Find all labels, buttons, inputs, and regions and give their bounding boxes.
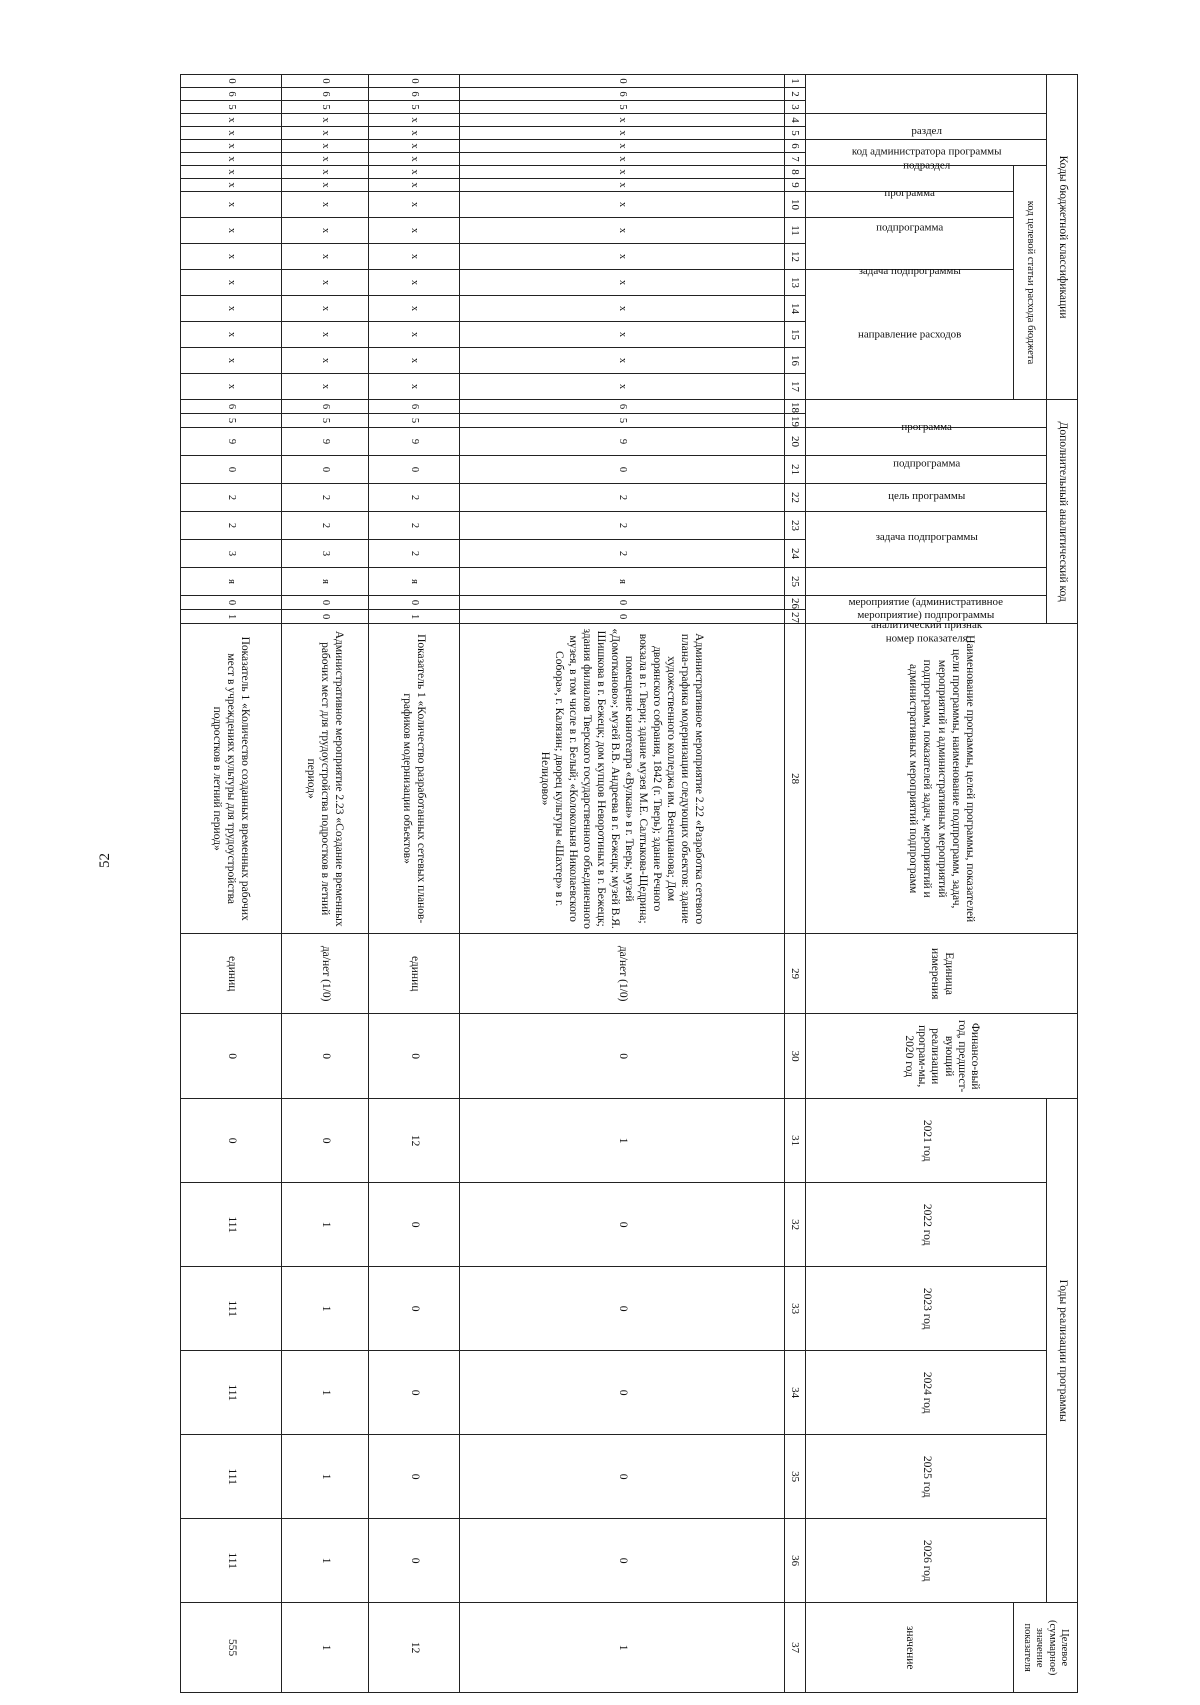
column-number-cell: 4 (785, 114, 806, 127)
column-number-cell: 21 (785, 456, 806, 484)
dop-subprogram-header: подпрограмма (806, 428, 1047, 456)
value-header: значение (806, 1603, 1014, 1693)
subsection-header: подраздел (806, 140, 1047, 166)
target-code-header: код целевой статьи расхода бюджета (1014, 166, 1047, 400)
code-cell: x (369, 166, 460, 179)
column-number-cell: 23 (785, 512, 806, 540)
column-number-cell: 32 (785, 1183, 806, 1267)
unit-cell: единиц (181, 934, 282, 1014)
program-goal-header: цель программы (806, 456, 1047, 484)
subprogram-task-header: задача подпрограммы (806, 218, 1014, 270)
year-value-cell: 0 (369, 1183, 460, 1267)
column-number-cell: 15 (785, 322, 806, 348)
rotated-table-container (178, 74, 1078, 1676)
column-number-cell: 33 (785, 1267, 806, 1351)
column-number-cell: 2 (785, 88, 806, 101)
code-cell: x (282, 179, 369, 192)
code-cell: x (460, 296, 785, 322)
code-cell: 6 (460, 88, 785, 101)
year-2022-header: 2022 год (806, 1183, 1047, 1267)
year-value-cell: 0 (369, 1519, 460, 1603)
column-number-cell: 19 (785, 414, 806, 428)
code-cell: 6 (460, 400, 785, 414)
code-cell: 5 (460, 414, 785, 428)
unit-cell: да/нет (1/0) (282, 934, 369, 1014)
column-number-cell: 16 (785, 348, 806, 374)
column-number-cell: 3 (785, 101, 806, 114)
code-cell: 2 (181, 484, 282, 512)
unit-header: Единица измерения (806, 934, 1078, 1014)
code-cell: 0 (282, 456, 369, 484)
year-2026-header: 2026 год (806, 1519, 1047, 1603)
column-number-cell: 12 (785, 244, 806, 270)
code-cell: 2 (369, 540, 460, 568)
code-cell: x (181, 218, 282, 244)
code-cell: 6 (181, 400, 282, 414)
code-cell: 9 (369, 428, 460, 456)
code-cell: x (181, 153, 282, 166)
code-cell: x (460, 218, 785, 244)
unit-cell: да/нет (1/0) (460, 934, 785, 1014)
year-value-cell: 0 (369, 1435, 460, 1519)
code-cell: 0 (282, 75, 369, 88)
year-value-cell: 1 (282, 1267, 369, 1351)
year-2024-header: 2024 год (806, 1351, 1047, 1435)
code-cell: 6 (369, 88, 460, 101)
column-number-cell: 11 (785, 218, 806, 244)
column-number-cell: 17 (785, 374, 806, 400)
column-number-cell: 36 (785, 1519, 806, 1603)
column-number-row (785, 75, 806, 1693)
code-cell: x (181, 348, 282, 374)
code-cell: x (460, 114, 785, 127)
code-cell: 5 (282, 101, 369, 114)
code-cell: x (181, 322, 282, 348)
table-row (282, 75, 369, 1693)
code-cell: 0 (282, 610, 369, 624)
year-value-cell: 1 (282, 1519, 369, 1603)
code-cell: 2 (460, 512, 785, 540)
code-cell: x (460, 127, 785, 140)
code-cell: x (282, 192, 369, 218)
code-cell: 0 (369, 456, 460, 484)
target-value-cell: 1 (282, 1603, 369, 1693)
prev-year-header: Финансо-вый год, предшест-вующий реализации програм-мы, 2020 год (806, 1014, 1078, 1099)
unit-cell: единиц (369, 934, 460, 1014)
year-2021-header: 2021 год (806, 1099, 1047, 1183)
year-value-cell: 111 (181, 1435, 282, 1519)
year-value-cell: 0 (460, 1183, 785, 1267)
table-row (369, 75, 460, 1693)
code-cell: x (282, 374, 369, 400)
code-cell: x (181, 166, 282, 179)
program-header: программа (806, 166, 1014, 192)
year-value-cell: 1 (282, 1351, 369, 1435)
code-cell: x (282, 322, 369, 348)
name-cell: Показатель 1 «Количество созданных временных рабочих мест в учреждениях культуры для трудоустройства подростков в летний период» (181, 624, 282, 934)
code-cell: я (369, 568, 460, 596)
code-cell: x (282, 348, 369, 374)
column-number-cell: 22 (785, 484, 806, 512)
code-cell: x (460, 140, 785, 153)
admin-code-header: код администратора программы (806, 75, 1047, 114)
column-number-cell: 5 (785, 127, 806, 140)
year-2023-header: 2023 год (806, 1267, 1047, 1351)
column-number-cell: 31 (785, 1099, 806, 1183)
subprogram-header: подпрограмма (806, 192, 1014, 218)
code-cell: 1 (369, 610, 460, 624)
table-row (460, 75, 785, 1693)
name-header: Наименование программы, целей программы, показателей цели программы, наименование подпрограмм, задач, мероприятий и административных мероприятий подпрограмм, показателей задач, мероприятий и административных мероприятий подпрограмм (806, 624, 1078, 934)
year-value-cell: 0 (369, 1267, 460, 1351)
year-value-cell: 0 (369, 1351, 460, 1435)
column-number-cell: 25 (785, 568, 806, 596)
column-number-cell: 10 (785, 192, 806, 218)
code-cell: 5 (181, 101, 282, 114)
code-cell: x (369, 218, 460, 244)
column-number-cell: 35 (785, 1435, 806, 1519)
year-value-cell: 111 (181, 1267, 282, 1351)
code-cell: x (460, 270, 785, 296)
year-value-cell: 0 (460, 1435, 785, 1519)
code-cell: x (369, 192, 460, 218)
code-cell: x (460, 322, 785, 348)
column-number-cell: 34 (785, 1351, 806, 1435)
column-number-cell: 27 (785, 610, 806, 624)
code-cell: 0 (460, 75, 785, 88)
code-cell: x (181, 374, 282, 400)
code-cell: x (181, 179, 282, 192)
code-cell: 0 (460, 456, 785, 484)
year-value-cell: 1 (460, 1099, 785, 1183)
prev-year-cell: 0 (460, 1014, 785, 1099)
budget-codes-header: Коды бюджетной классификации (1047, 75, 1078, 400)
column-number-cell: 7 (785, 153, 806, 166)
code-cell: 2 (369, 484, 460, 512)
code-cell: x (181, 114, 282, 127)
year-2025-header: 2025 год (806, 1435, 1047, 1519)
code-cell: 5 (369, 101, 460, 114)
column-number-cell: 29 (785, 934, 806, 1014)
code-cell: 2 (181, 512, 282, 540)
code-cell: x (369, 374, 460, 400)
year-value-cell: 111 (181, 1519, 282, 1603)
year-value-cell: 1 (282, 1435, 369, 1519)
code-cell: x (181, 244, 282, 270)
code-cell: 2 (460, 484, 785, 512)
code-cell: x (369, 127, 460, 140)
code-cell: 5 (460, 101, 785, 114)
target-value-cell: 1 (460, 1603, 785, 1693)
code-cell: 0 (460, 610, 785, 624)
code-cell: x (181, 192, 282, 218)
code-cell: 2 (282, 484, 369, 512)
prev-year-cell: 0 (282, 1014, 369, 1099)
code-cell: x (460, 348, 785, 374)
code-cell: x (369, 114, 460, 127)
table-row (181, 75, 282, 1693)
year-value-cell: 111 (181, 1183, 282, 1267)
code-cell: 3 (282, 540, 369, 568)
code-cell: 0 (181, 75, 282, 88)
year-value-cell: 111 (181, 1351, 282, 1435)
code-cell: 0 (369, 596, 460, 610)
analytic-sign-header: аналитический признак (806, 568, 1047, 596)
code-cell: x (369, 140, 460, 153)
code-cell: x (460, 192, 785, 218)
column-number-cell: 9 (785, 179, 806, 192)
code-cell: 6 (369, 400, 460, 414)
code-cell: x (460, 244, 785, 270)
code-cell: 2 (282, 512, 369, 540)
code-cell: x (369, 296, 460, 322)
column-number-cell: 30 (785, 1014, 806, 1099)
code-cell: я (460, 568, 785, 596)
name-cell: Административное мероприятие 2.22 «Разработка сетевого плана-графика модернизации следующих объектов: здание художественного колледжа им. Венецианова; Дом дворянского собрания, 1842 (г. Тверь); здание Речного вокзала в г. Твери; здание музея М.Е. Салтыкова-Щедрина; помещение кинотеатра «Вулкан» в г. Тверь; музей «Домотканово»; музей В.В. Андреева в г. Бежецк; музей В.Я. Шишкова в г. Бежецк; дом купцов Неворотиных в г. Бежецк; здания филиалов Тверского государственного объединенного музея, в том числе в г. Белый; «Колокольня Николаевского Собора», г. Калязин; дворец культуры «Шахтер» в г. Нелидово» (460, 624, 785, 934)
code-cell: x (282, 153, 369, 166)
code-cell: x (369, 153, 460, 166)
activity-header: мероприятие (административное мероприятие) подпрограммы (806, 512, 1047, 568)
dop-program-header: программа (806, 400, 1047, 428)
code-cell: 6 (282, 400, 369, 414)
code-cell: x (369, 179, 460, 192)
code-cell: x (460, 153, 785, 166)
code-cell: 1 (181, 610, 282, 624)
code-cell: x (369, 244, 460, 270)
expense-direction-header: направление расходов (806, 270, 1014, 400)
year-value-cell: 0 (460, 1267, 785, 1351)
code-cell: x (282, 140, 369, 153)
program-indicators-table (180, 74, 1078, 1693)
year-value-cell: 12 (369, 1099, 460, 1183)
code-cell: x (282, 127, 369, 140)
dop-subprogram-task-header: задача подпрограммы (806, 484, 1047, 512)
indicator-number-header: номер показателя (806, 596, 1047, 624)
code-cell: x (460, 374, 785, 400)
code-cell: x (460, 179, 785, 192)
code-cell: x (282, 296, 369, 322)
target-value-header: Целевое (суммарное) значение показателя (1014, 1603, 1078, 1693)
name-cell: Административное мероприятие 2.23 «Создание временных рабочих мест для трудоустройства подростков в летний период» (282, 624, 369, 934)
column-number-cell: 37 (785, 1603, 806, 1693)
prev-year-cell: 0 (181, 1014, 282, 1099)
year-value-cell: 1 (282, 1183, 369, 1267)
column-number-cell: 6 (785, 140, 806, 153)
column-number-cell: 28 (785, 624, 806, 934)
code-cell: 0 (460, 596, 785, 610)
code-cell: x (282, 114, 369, 127)
column-number-cell: 18 (785, 400, 806, 414)
code-cell: я (181, 568, 282, 596)
column-number-cell: 20 (785, 428, 806, 456)
code-cell: x (369, 322, 460, 348)
extra-code-header: Дополнительный аналитический код (1047, 400, 1078, 624)
column-number-cell: 8 (785, 166, 806, 179)
code-cell: я (282, 568, 369, 596)
prev-year-cell: 0 (369, 1014, 460, 1099)
year-value-cell: 0 (181, 1099, 282, 1183)
target-value-cell: 12 (369, 1603, 460, 1693)
column-number-cell: 1 (785, 75, 806, 88)
code-cell: 5 (181, 414, 282, 428)
section-header: раздел (806, 114, 1047, 140)
code-cell: 9 (282, 428, 369, 456)
code-cell: 3 (181, 540, 282, 568)
code-cell: x (181, 296, 282, 322)
header-row-1 (1047, 75, 1078, 1693)
code-cell: 0 (181, 596, 282, 610)
year-value-cell: 0 (460, 1351, 785, 1435)
code-cell: 5 (369, 414, 460, 428)
code-cell: 9 (181, 428, 282, 456)
years-group-header: Годы реализации программы (1047, 1099, 1078, 1603)
code-cell: x (282, 166, 369, 179)
code-cell: x (369, 270, 460, 296)
code-cell: x (181, 270, 282, 296)
column-number-cell: 24 (785, 540, 806, 568)
code-cell: 5 (282, 414, 369, 428)
code-cell: x (460, 166, 785, 179)
code-cell: 9 (460, 428, 785, 456)
code-cell: 0 (282, 596, 369, 610)
code-cell: x (369, 348, 460, 374)
column-number-cell: 14 (785, 296, 806, 322)
code-cell: x (282, 218, 369, 244)
column-number-cell: 13 (785, 270, 806, 296)
code-cell: x (181, 127, 282, 140)
column-number-cell: 26 (785, 596, 806, 610)
year-value-cell: 0 (460, 1519, 785, 1603)
year-value-cell: 0 (282, 1099, 369, 1183)
code-cell: 0 (369, 75, 460, 88)
code-cell: 0 (181, 456, 282, 484)
code-cell: x (282, 244, 369, 270)
page-number: 52 (97, 853, 113, 868)
code-cell: 2 (460, 540, 785, 568)
code-cell: 2 (369, 512, 460, 540)
target-value-cell: 555 (181, 1603, 282, 1693)
code-cell: 6 (282, 88, 369, 101)
code-cell: 6 (181, 88, 282, 101)
name-cell: Показатель 1 «Количество разработанных сетевых планов-графиков модернизации объектов» (369, 624, 460, 934)
code-cell: x (181, 140, 282, 153)
code-cell: x (282, 270, 369, 296)
